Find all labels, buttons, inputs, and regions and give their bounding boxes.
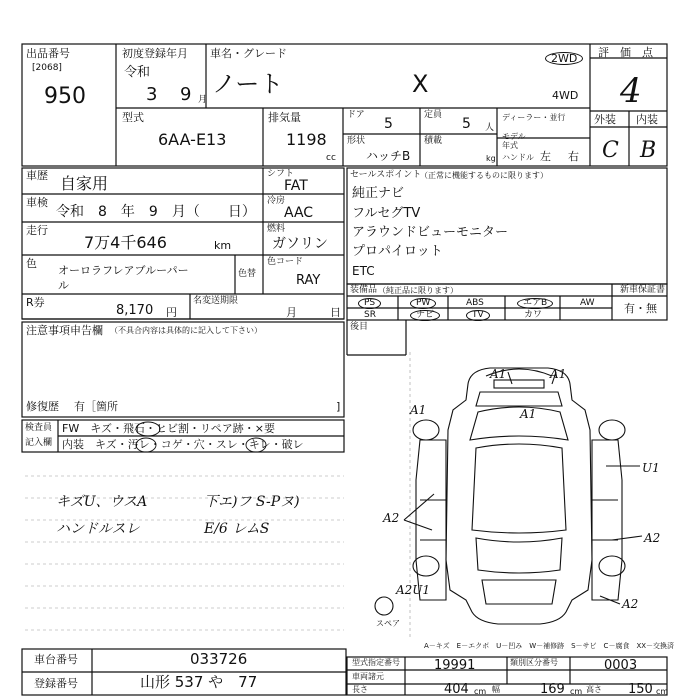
cc-unit: cc <box>326 153 336 163</box>
fw-line: FW キズ・飛石・ヒビ割・リペア跡・×要 <box>62 422 275 435</box>
dims-label: 車両諸元 <box>352 672 384 681</box>
damage-mark: A2 <box>644 531 661 545</box>
height-label: 高さ <box>586 685 602 694</box>
car-name-label: 車名・グレード <box>210 47 287 60</box>
car-name: ノート <box>212 70 284 98</box>
color-line2: ル <box>58 279 69 292</box>
selling-points-note: （正常に機能するものに限ります） <box>420 171 548 180</box>
color-code: RAY <box>296 273 321 288</box>
equip-pw: PW <box>410 298 436 309</box>
new-warranty-label: 新車保証書 <box>620 285 666 295</box>
fuel-label: 燃料 <box>267 224 286 234</box>
lot-sub: [2068] <box>32 63 62 73</box>
class-number: 0003 <box>604 658 638 673</box>
equip-leather: カワ <box>524 310 543 320</box>
caution-label: 注意事項申告欄 <box>26 324 103 337</box>
displacement: 1198 <box>286 130 327 149</box>
shape-label: 形状 <box>347 136 366 146</box>
damage-mark: U1 <box>642 461 660 475</box>
load-unit: kg <box>486 154 496 163</box>
rear-seat-label: 後目 <box>350 322 369 332</box>
repair-label: 修復歴 <box>26 400 59 413</box>
first-reg-label: 初度登録年月 <box>122 47 188 60</box>
damage-mark: A2U1 <box>396 583 431 597</box>
shape: ハッチB <box>366 149 411 163</box>
height: 150 <box>628 682 653 697</box>
inspector-label: 検査員 <box>25 423 53 433</box>
class-label: 類別区分番号 <box>510 658 558 667</box>
category: 自家用 <box>60 174 109 193</box>
type-designation: 19991 <box>434 658 476 673</box>
selling-point-item: ETC <box>352 264 375 278</box>
doors-label: ドア <box>347 110 365 120</box>
dealer-label: ディーラー・並行 <box>502 113 566 122</box>
damage-mark: A1 <box>550 367 567 381</box>
recycle-unit: 円 <box>166 306 177 319</box>
length: 404 <box>444 682 469 697</box>
int-line: 内装 キズ・汚レ・コゲ・穴・スレ・キレ・破レ <box>62 438 304 451</box>
km-unit: km <box>214 239 232 252</box>
selling-point-item: 純正ナビ <box>352 186 405 201</box>
load-label: 積載 <box>424 136 443 146</box>
recycle-label: R券 <box>26 296 45 309</box>
model-label: 型式 <box>122 111 144 124</box>
grade: X <box>412 70 429 98</box>
capacity: 5 <box>462 116 471 132</box>
height-unit: cm <box>656 687 669 696</box>
selling-point-item: アラウンドビューモニター <box>352 225 509 240</box>
color-change-label: 色替 <box>238 269 257 279</box>
rating-label: 評 価 点 <box>598 46 653 59</box>
repair-bracket: ] <box>336 400 341 413</box>
handwritten-note-1: キズU、ウスA <box>56 494 148 510</box>
damage-mark: A1 <box>520 407 537 421</box>
interior-grade: B <box>640 138 657 163</box>
equip-aw: AW <box>580 298 595 308</box>
length-unit: cm <box>474 687 487 696</box>
inspection: 令和 8 年 9 月（ 日） <box>56 204 256 220</box>
drive-2wd: 2WD <box>545 52 583 65</box>
equipment-note: （純正品に限ります） <box>378 286 458 295</box>
type-designation-label: 型式指定番号 <box>352 658 400 667</box>
ac-label: 冷房 <box>267 196 286 206</box>
first-reg-year: 3 <box>146 84 158 105</box>
chassis-number: 033726 <box>190 650 248 668</box>
caution-note: （不具合内容は具体的に記入して下さい） <box>110 326 262 335</box>
diagram-legend: A－キズ E－エクボ U－凹み W－補修跡 S－サビ C－腐食 XX－交換済 <box>424 642 675 650</box>
model-code: 6AA-E13 <box>158 130 227 149</box>
reg-label: 登録番号 <box>34 677 78 690</box>
repair-value: 有［箇所 <box>74 400 118 413</box>
width-unit: cm <box>570 687 583 696</box>
exterior-label: 外装 <box>594 113 616 126</box>
spare-label: スペア <box>376 619 400 628</box>
displacement-label: 排気量 <box>268 111 301 124</box>
inspection-label: 車検 <box>26 196 48 209</box>
color-line1: オーロラフレアブルーパー <box>58 264 189 277</box>
handwritten-note-3: 下エ)フ S-Pヌ) <box>204 494 300 510</box>
capacity-label: 定員 <box>424 110 443 120</box>
deadline-month: 月 <box>286 306 297 319</box>
handwritten-note-4: E/6 レムS <box>204 521 270 537</box>
reg-number: 山形 537 や 77 <box>140 673 258 691</box>
fuel: ガソリン <box>272 236 328 252</box>
color-code-label: 色コード <box>267 257 304 267</box>
doors: 5 <box>384 116 393 132</box>
recycle-amount: 8,170 <box>116 303 154 318</box>
era: 令和 <box>124 65 151 80</box>
drive-4wd: 4WD <box>552 89 579 102</box>
warranty-value: 有・無 <box>624 302 657 315</box>
deadline-day: 日 <box>330 306 341 319</box>
chassis-label: 車台番号 <box>34 653 78 666</box>
damage-mark: A1 <box>410 403 427 417</box>
width-label: 幅 <box>492 685 500 694</box>
mileage: 7万4千646 <box>84 233 167 252</box>
selling-point-item: フルセグTV <box>352 206 421 221</box>
capacity-unit: 人 <box>485 123 495 133</box>
handle-right: 右 <box>568 150 579 163</box>
selling-point-item: プロパイロット <box>352 244 443 259</box>
lot-number: 950 <box>44 84 86 109</box>
equip-abs: ABS <box>466 298 484 308</box>
interior-label: 内装 <box>636 113 658 126</box>
selling-points-label: セールスポイント <box>350 170 422 180</box>
equip-sr: SR <box>364 310 376 320</box>
category-label: 車歴 <box>26 169 48 182</box>
deadline-label: 名変送期限 <box>193 296 239 306</box>
first-reg-month: 9 <box>180 84 192 105</box>
equip-tv: TV <box>466 310 490 321</box>
month-unit: 月 <box>198 95 208 105</box>
ac: AAC <box>284 205 314 221</box>
lot-label: 出品番号 <box>26 47 70 60</box>
record-label: 記入欄 <box>25 438 53 448</box>
width: 169 <box>540 682 565 697</box>
handle-left: 左 <box>540 150 551 163</box>
damage-mark: A1 <box>490 367 507 381</box>
exterior-grade: C <box>602 138 619 163</box>
handle-label: ハンドル <box>502 153 534 162</box>
equip-airbag: エアB <box>517 298 553 309</box>
color-label: 色 <box>26 257 37 270</box>
equip-navi: ナビ <box>410 310 440 321</box>
equip-ps: PS <box>358 298 381 309</box>
length-label: 長さ <box>352 685 368 694</box>
equipment-label: 装備品 <box>350 285 378 295</box>
shift: FAT <box>284 178 308 194</box>
rating-value: 4 <box>620 71 642 111</box>
handwritten-note-2: ハンドルスレ <box>56 521 140 537</box>
damage-mark: A2 <box>622 597 639 611</box>
damage-mark: A2 <box>383 511 400 525</box>
model-year-label: モデル年式 <box>502 132 526 150</box>
mileage-label: 走行 <box>26 224 48 237</box>
shift-label: シフト <box>267 169 295 179</box>
